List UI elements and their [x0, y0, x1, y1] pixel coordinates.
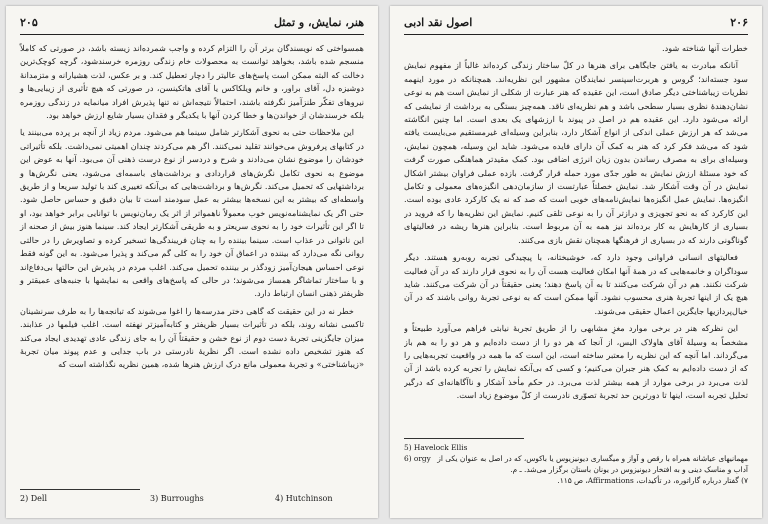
- right-page-number: ۲۰۶: [730, 16, 748, 29]
- footnote-burroughs: 3) Burroughs: [150, 494, 204, 503]
- footnote-orgy-row: [404, 453, 748, 475]
- right-page-body: [404, 42, 748, 432]
- left-page-header: [20, 16, 364, 32]
- right-header-rule: [404, 34, 748, 35]
- footnote-havelock-ellis: 5) Havelock Ellis: [404, 443, 468, 452]
- left-paragraph-2: این ملاحظات حتی به نحوی آشکارتر شامل سینما هم می‌شود. مردم زیاد از آنچه بر پرده می‌بینند یا در کتابهای پرفروش می‌خوانند تقلید نمی‌کنند. اگر هم می‌کردند چندان اهمیتی نمی‌داشت. بلکه تأثیراتی خودشان را موضوع نشان می‌دادند و شرح و دردسر از نوع درست ذهنی آن می‌بود. آنها به عوض این موضوع به نحوی تکامل نگرش‌های قراردادی و برداشت‌های باسمه‌ای می‌شود، یعنی نگرش‌ها و برداشتهایی که تحمیل می‌کند. نگرش‌ها و برداشت‌هایی که بی‌آنکه تغییری کند با تولید سریعا و از طریق واسطه‌ای که بیشتر به این نسخه‌ها بیشتر به عمل سودمند است تا بیان دقیق و حساس حاصل شود. حتی اگر یک نمایشنامه‌نویس خوب معمولاً نا‌همواتر از اثر یک رمان‌نویس با توانایی برابر خواهد بود، او تا اگر این تأثیرات خود را به نحوی سریعتر و به طریقی آشکارتر ایجاد کند. سینما هنوز بیش از صحنه از این ناتوانی در عذاب است. سینما بیننده را به چنان فریبندگی‌ها تسخیر کرده و تصاویرش را در حالتی روانی نگه می‌دارد که بیننده در اعماق آن خود را به کلی گم می‌کند و پذیرا می‌شود. به این گونه فقط نوعی احساس هیجان‌آمیز زودگذر بر بیننده تحمیل می‌کند. اغلب مردم در پذیرش این حالتها بی‌دفاع‌اند و با ساختار تماشاگر همساز می‌شوند؛ در حالی که پاسخ‌های واقعی به نمایشها با جنبه‌های عمیقتر و ظریفتر ذهنی انسان ارتباط دارد.: [20, 127, 364, 299]
- footnote-orgy: 6) orgy: [404, 454, 431, 463]
- left-paragraph-3: خطر نه در این حقیقت که گاهی دختر مدرسه‌ها را اغوا می‌شوند که تبانجه‌ها را به طرف سرنشینان تاکسی نشانه روند، بلکه در تأثیرات بسیار ظریفتر و کتابه‌آمیزتر نهفته است. اغلب فیلمها در عذابند. میزان جایگزینی تجربهٔ دست دوم از نوع خشن و حقیقتاً آن را به جای زندگی عادی تهدیدی ایجاد می‌کند که هنوز تشخیص داده نشده است. اگر نظریهٔ نادرستی در باب جدایی و عدم پیوند میان تجربهٔ «زیباشناختی» و تجربهٔ معمولی مانع درک ارزش هنرها شده، همین نظریه نگذاشته است که: [20, 305, 364, 370]
- footnote-affirmations: ۷) گفتار درباره گاراتوره، در تأکیدات، Affirmations، ص ۱۱۵.: [557, 476, 748, 485]
- footnote-hutchinson: 4) Hutchinson: [275, 494, 333, 503]
- right-footnote-rule: [404, 438, 524, 439]
- left-paragraph-1: همسواختی که نویسندگان برتر آن را التزام کرده و واجب شمرده‌اند زیسته باشد، در صورتی که کاملاً منسجم شده باشد، بخواهد توانست به محصولات خام زندگی روزمره خرسندشود، گرچه کوچک‌ترین دخالت که البته ممکن است پاسخ‌های عالیتر را دچار تعطیل کند. و بر عکس، لذت هشیارانه و متزمدانهٔ دوشیزه دل، آقای براور، و خانم ویلکاکس یا آقای هاتکینسن، در صورتی که هیچ تأثیری از زیبایی‌ها و نیروهای تفکّر طنزآمیز نگرفته باشند، احتمالاً نتیجه‌اش نه تنها پذیرش افراد میانمایه در زندگی روزمره بلکه خرسندشان از خواندن‌ها و خطا کردن آنها با یکدیگر و فقدان بسیار شایع ارزش خواهد بود.: [20, 43, 364, 121]
- left-footnote-rule: [20, 489, 140, 490]
- right-page: [390, 6, 762, 518]
- right-paragraph-3: فعالیتهای انسانی فراوانی وجود دارد که، خوشبختانه، با پیچیدگی تجربه روبه‌رو هستند. دیگر سوداگران و خانمه‌هایی که در همهٔ آنها امکان فعالیت هست آن را به نحوی قرار دارند که در آن فعالیت شرکت نکنند. هم در آن شرکت می‌کنند تا به آن پاسخ دهند؛ یعنی حقیقتاً در آن شرکت می‌کنند. شاید هیچ یک از اینها تجربهٔ هنری محسوب نشود. آنها ممکن است که به نوعی تجربهٔ روانی باشند که در آن خیال‌پردازیها جایگزین اعمال حقیقی می‌شوند.: [404, 252, 748, 316]
- right-paragraph-4: این نظرکه هنر در برخی موارد مغزِ مشابهی را از طریق تجربهٔ نیابتی فراهم می‌آورد طبیعتاً و مشخصاً به وسیلهٔ آقای هاولاک الیس، از آنجا که هر دو را از دست داده‌ایم و هر دو را به هم باز می‌گرداند. اما آنچه که این نظریه را معتبر ساخته است، این است که ما همه در واقعیت تجربه‌هایی را که از دست داده‌ایم به کمک هنر جبران می‌کنیم؛ و کسی که بی‌آنکه نمایش را تجربه کرده باشد از آن لذت می‌برد در برخی موارد از همه بیشتر لذت می‌برد. در حکم مأخذ آشکار و ناآگاهانه‌ای که درگیر تحلیل تجربه است، اینها تا دورترین حد تجربهٔ تصوّری نادرست از کلّ موضوع زیاد است.: [404, 323, 748, 401]
- left-running-title: هنر، نمایش، و تمثل: [273, 16, 364, 29]
- left-footnotes: [20, 494, 364, 506]
- right-paragraph-2: آنانکه مبادرت به یافتن جایگاهی برای هنرها در کلّ ساختار زندگی کرده‌اند غالباً از مفهوم نمایش سود جسته‌اند؛ گروس و هربرت‌اسپنسر نمایندگان مشهور این نظریه‌اند. همچنانکه در مورد اینهمه نظریات زیباشناختی دیگر صادق است، این عقیده که هنر عبارت از شکلی از نمایش است هم به نوعی نشان‌دهندهٔ نظری بسیار سطحی باشد و هم نظریه‌ای ناقد. همه‌چیز بستگی به برداشت از نمایشی که ارائه می‌شود دارد. این عقیده هم در اصل در پیوند با ارزشهای یک بعدی است. اما چنین انگاشته می‌شد که هر ارزش عملی اندکی از انواع آشکار دارد، بنابراین وسیله‌ای غیرمستقیم می‌بایست یافته شود که می‌شد فکر کرد که هنر به کمک آن دارای فایده می‌شود. شاید این وسیله، همچون نمایش، وسیله‌ای برای به مصرف رساندن بدون زیان انرژی اضافی بود. کمک مقیدتر هماهنگی صورت گرفت که خود مسئلهٔ ارزش نمایش به طور جدّی مورد حمله قرار گرفت. بازده عملی فراوان بیشتر اشکال نمایش در آن وقت آشکار شد. نمایش خصلتاً عبارتست از سازمان‌دهی انگیزه‌های معمولی و تکامل انگیزه‌ها. نمایش عمل انگیزه‌ها نمایش‌نامه‌های خوبی است که صد که نه یک کارکرد عادی بوده است. این کارکرد که به نحو تجویزی و درازتر آن را به نوعی تلقی کنیم. نمایش این نظریه‌ها را که فروید در بسیاری از کارهایش به کار برده‌اند نیز همه به آن مربوط است. بنابراین هنرها ریشه در فعالیتهای گوناگونی دارند که در بسیاری از فرهنگها همچنان نقش بازی می‌کنند.: [404, 60, 748, 245]
- left-header-rule: [20, 34, 364, 35]
- left-page-body: [20, 42, 364, 376]
- left-page-number: ۲۰۵: [20, 16, 38, 29]
- right-paragraph-1: خطرات آنها شناخته شود.: [662, 43, 748, 53]
- right-footnotes: [404, 442, 748, 486]
- right-running-title: اصول نقد ادبی: [404, 16, 473, 29]
- left-page: [6, 6, 378, 518]
- footnote-orgy-text: مهمانیهای عیاشانه همراه با رقص و آواز و میگساری دیونیزیوس یا باکوس، که در اصل به عنوان یکی از آداب و مناسک دینی و به افتخار دیونیزوس در یونان باستان برگزار می‌شد. ـ م.: [437, 454, 748, 474]
- footnote-dell: 2) Dell: [20, 494, 48, 503]
- right-page-header: [404, 16, 748, 32]
